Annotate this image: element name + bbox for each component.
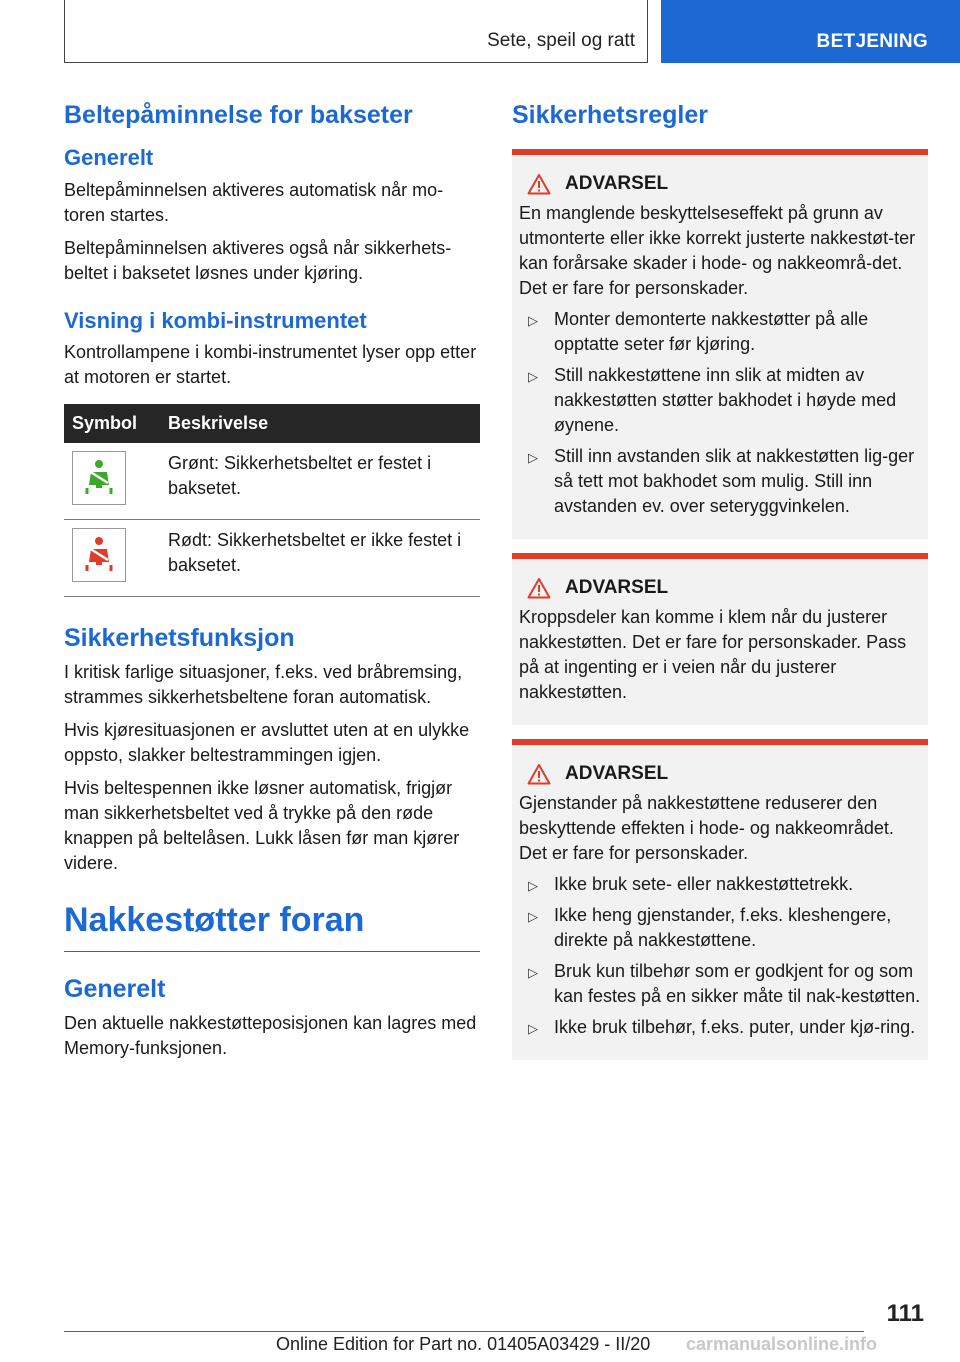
list-item-text: Still inn avstanden slik at nakkestøtten lig-ger så tett mot bakhodet som mulig. Still inn avstanden ev. over seteryggvinkelen. — [554, 446, 915, 517]
warning-box — [512, 149, 928, 539]
table-row — [64, 520, 480, 597]
list-item-text: Bruk kun tilbehør som er godkjent for og som kan festes på en sikker måte til nak-kestøtten. — [554, 961, 921, 1007]
warning-box — [512, 739, 928, 1060]
warning-title — [519, 577, 921, 599]
list-item — [519, 959, 921, 1009]
seatbelt-reminder-title: Beltepåminnelse for bakseter — [64, 101, 413, 129]
generelt-heading: Generelt — [64, 145, 154, 171]
symbol-column-header: Symbol — [64, 404, 166, 443]
list-item — [519, 872, 921, 897]
bullet-triangle-icon: ▷ — [528, 878, 538, 894]
headrests-generelt-heading: Generelt — [64, 975, 166, 1004]
bullet-triangle-icon: ▷ — [528, 369, 538, 385]
bullet-triangle-icon: ▷ — [528, 313, 538, 329]
seatbelt-green-icon — [72, 451, 126, 505]
right-column — [512, 100, 928, 1074]
warning-label: ADVARSEL — [565, 763, 669, 785]
list-item — [519, 444, 921, 519]
generelt-paragraph-1: Beltepåminnelsen aktiveres automatisk når mo-toren startes. — [64, 179, 444, 225]
warning-text: Kroppsdeler kan komme i klem når du justerer nakkestøtten. Det er fare for personskader. Pass på at ingenting er i veien når du justerer nakkestøtten. — [519, 607, 907, 703]
left-column — [64, 100, 480, 1069]
list-item — [519, 307, 921, 357]
warning-text: Gjenstander på nakkestøttene reduserer den beskyttende effekten i hode- og nakkeområdet. Det er fare for personskader. — [519, 793, 894, 864]
symbol-table — [64, 404, 480, 597]
page-number: 111 — [886, 1300, 924, 1327]
footer-divider — [64, 1331, 864, 1332]
warning-title — [519, 763, 921, 785]
list-item-text: Ikke bruk tilbehør, f.eks. puter, under kjø-ring. — [554, 1017, 916, 1038]
bullet-triangle-icon: ▷ — [528, 965, 538, 981]
safety-paragraph-3: Hvis beltespennen ikke løsner automatisk, frigjør man sikkerhetsbeltet ved å trykke på den røde knappen på beltelåsen. Lukk låsen før man kjører videre. — [64, 778, 460, 874]
list-item-text: Still nakkestøttene inn slik at midten av nakkestøtten støtter bakhodet i høyde med øynene. — [554, 365, 897, 436]
warning-triangle-icon — [527, 577, 551, 599]
warning-list — [519, 872, 921, 1040]
headrests-paragraph: Den aktuelle nakkestøtteposisjonen kan lagres med Memory-funksjonen. — [64, 1013, 477, 1059]
description-cell: Rødt: Sikkerhetsbeltet er ikke festet i baksetet. — [166, 520, 480, 597]
section-title: Sete, speil og ratt — [487, 30, 635, 51]
bullet-triangle-icon: ▷ — [528, 909, 538, 925]
warning-triangle-icon — [527, 763, 551, 785]
symbol-cell — [64, 520, 166, 597]
symbol-table-header — [64, 404, 480, 443]
visning-paragraph: Kontrollampene i kombi-instrumentet lyser opp etter at motoren er startet. — [64, 342, 477, 388]
seatbelt-red-icon — [72, 528, 126, 582]
warning-title — [519, 173, 921, 195]
visning-heading: Visning i kombi-instrumentet — [64, 307, 367, 333]
chapter-title: BETJENING — [816, 31, 928, 52]
warning-box — [512, 553, 928, 725]
table-row — [64, 443, 480, 520]
header-chapter-box — [661, 0, 960, 63]
description-column-header: Beskrivelse — [166, 404, 480, 443]
list-item-text: Ikke heng gjenstander, f.eks. kleshengere, direkte på nakkestøttene. — [554, 905, 892, 951]
safety-function-heading: Sikkerhetsfunksjon — [64, 624, 295, 653]
list-item-text: Ikke bruk sete- eller nakkestøttetrekk. — [554, 874, 854, 895]
warning-triangle-icon — [527, 173, 551, 195]
front-headrests-heading: Nakkestøtter foran — [64, 900, 480, 952]
safety-paragraph-2: Hvis kjøresituasjonen er avsluttet uten at en ulykke oppsto, slakker beltestrammingen igjen. — [64, 720, 470, 766]
bullet-triangle-icon: ▷ — [528, 1021, 538, 1037]
generelt-paragraph-2: Beltepåminnelsen aktiveres også når sikkerhets-beltet i baksetet løsnes under kjøring. — [64, 237, 452, 283]
safety-rules-title: Sikkerhetsregler — [512, 101, 708, 129]
warning-list — [519, 307, 921, 519]
warning-text: En manglende beskyttelseseffekt på grunn av utmonterte eller ikke korrekt justerte nakkestøt-ter kan forårsake skader i hode- og nakkeområ-det. Det er fare for personskader. — [519, 203, 916, 299]
list-item-text: Monter demonterte nakkestøtter på alle opptatte seter før kjøring. — [554, 309, 869, 355]
safety-paragraph-1: I kritisk farlige situasjoner, f.eks. ved bråbremsing, strammes sikkerhetsbeltene foran automatisk. — [64, 662, 463, 708]
list-item — [519, 363, 921, 438]
header-section-box — [64, 0, 648, 63]
symbol-cell — [64, 443, 166, 520]
list-item — [519, 903, 921, 953]
list-item — [519, 1015, 921, 1040]
warning-label: ADVARSEL — [565, 577, 669, 599]
edition-text: Online Edition for Part no. 01405A03429 - II/20 — [276, 1334, 651, 1354]
warning-label: ADVARSEL — [565, 173, 669, 195]
description-cell: Grønt: Sikkerhetsbeltet er festet i baksetet. — [166, 443, 480, 520]
watermark: carmanualsonline.info — [686, 1334, 878, 1354]
bullet-triangle-icon: ▷ — [528, 450, 538, 466]
